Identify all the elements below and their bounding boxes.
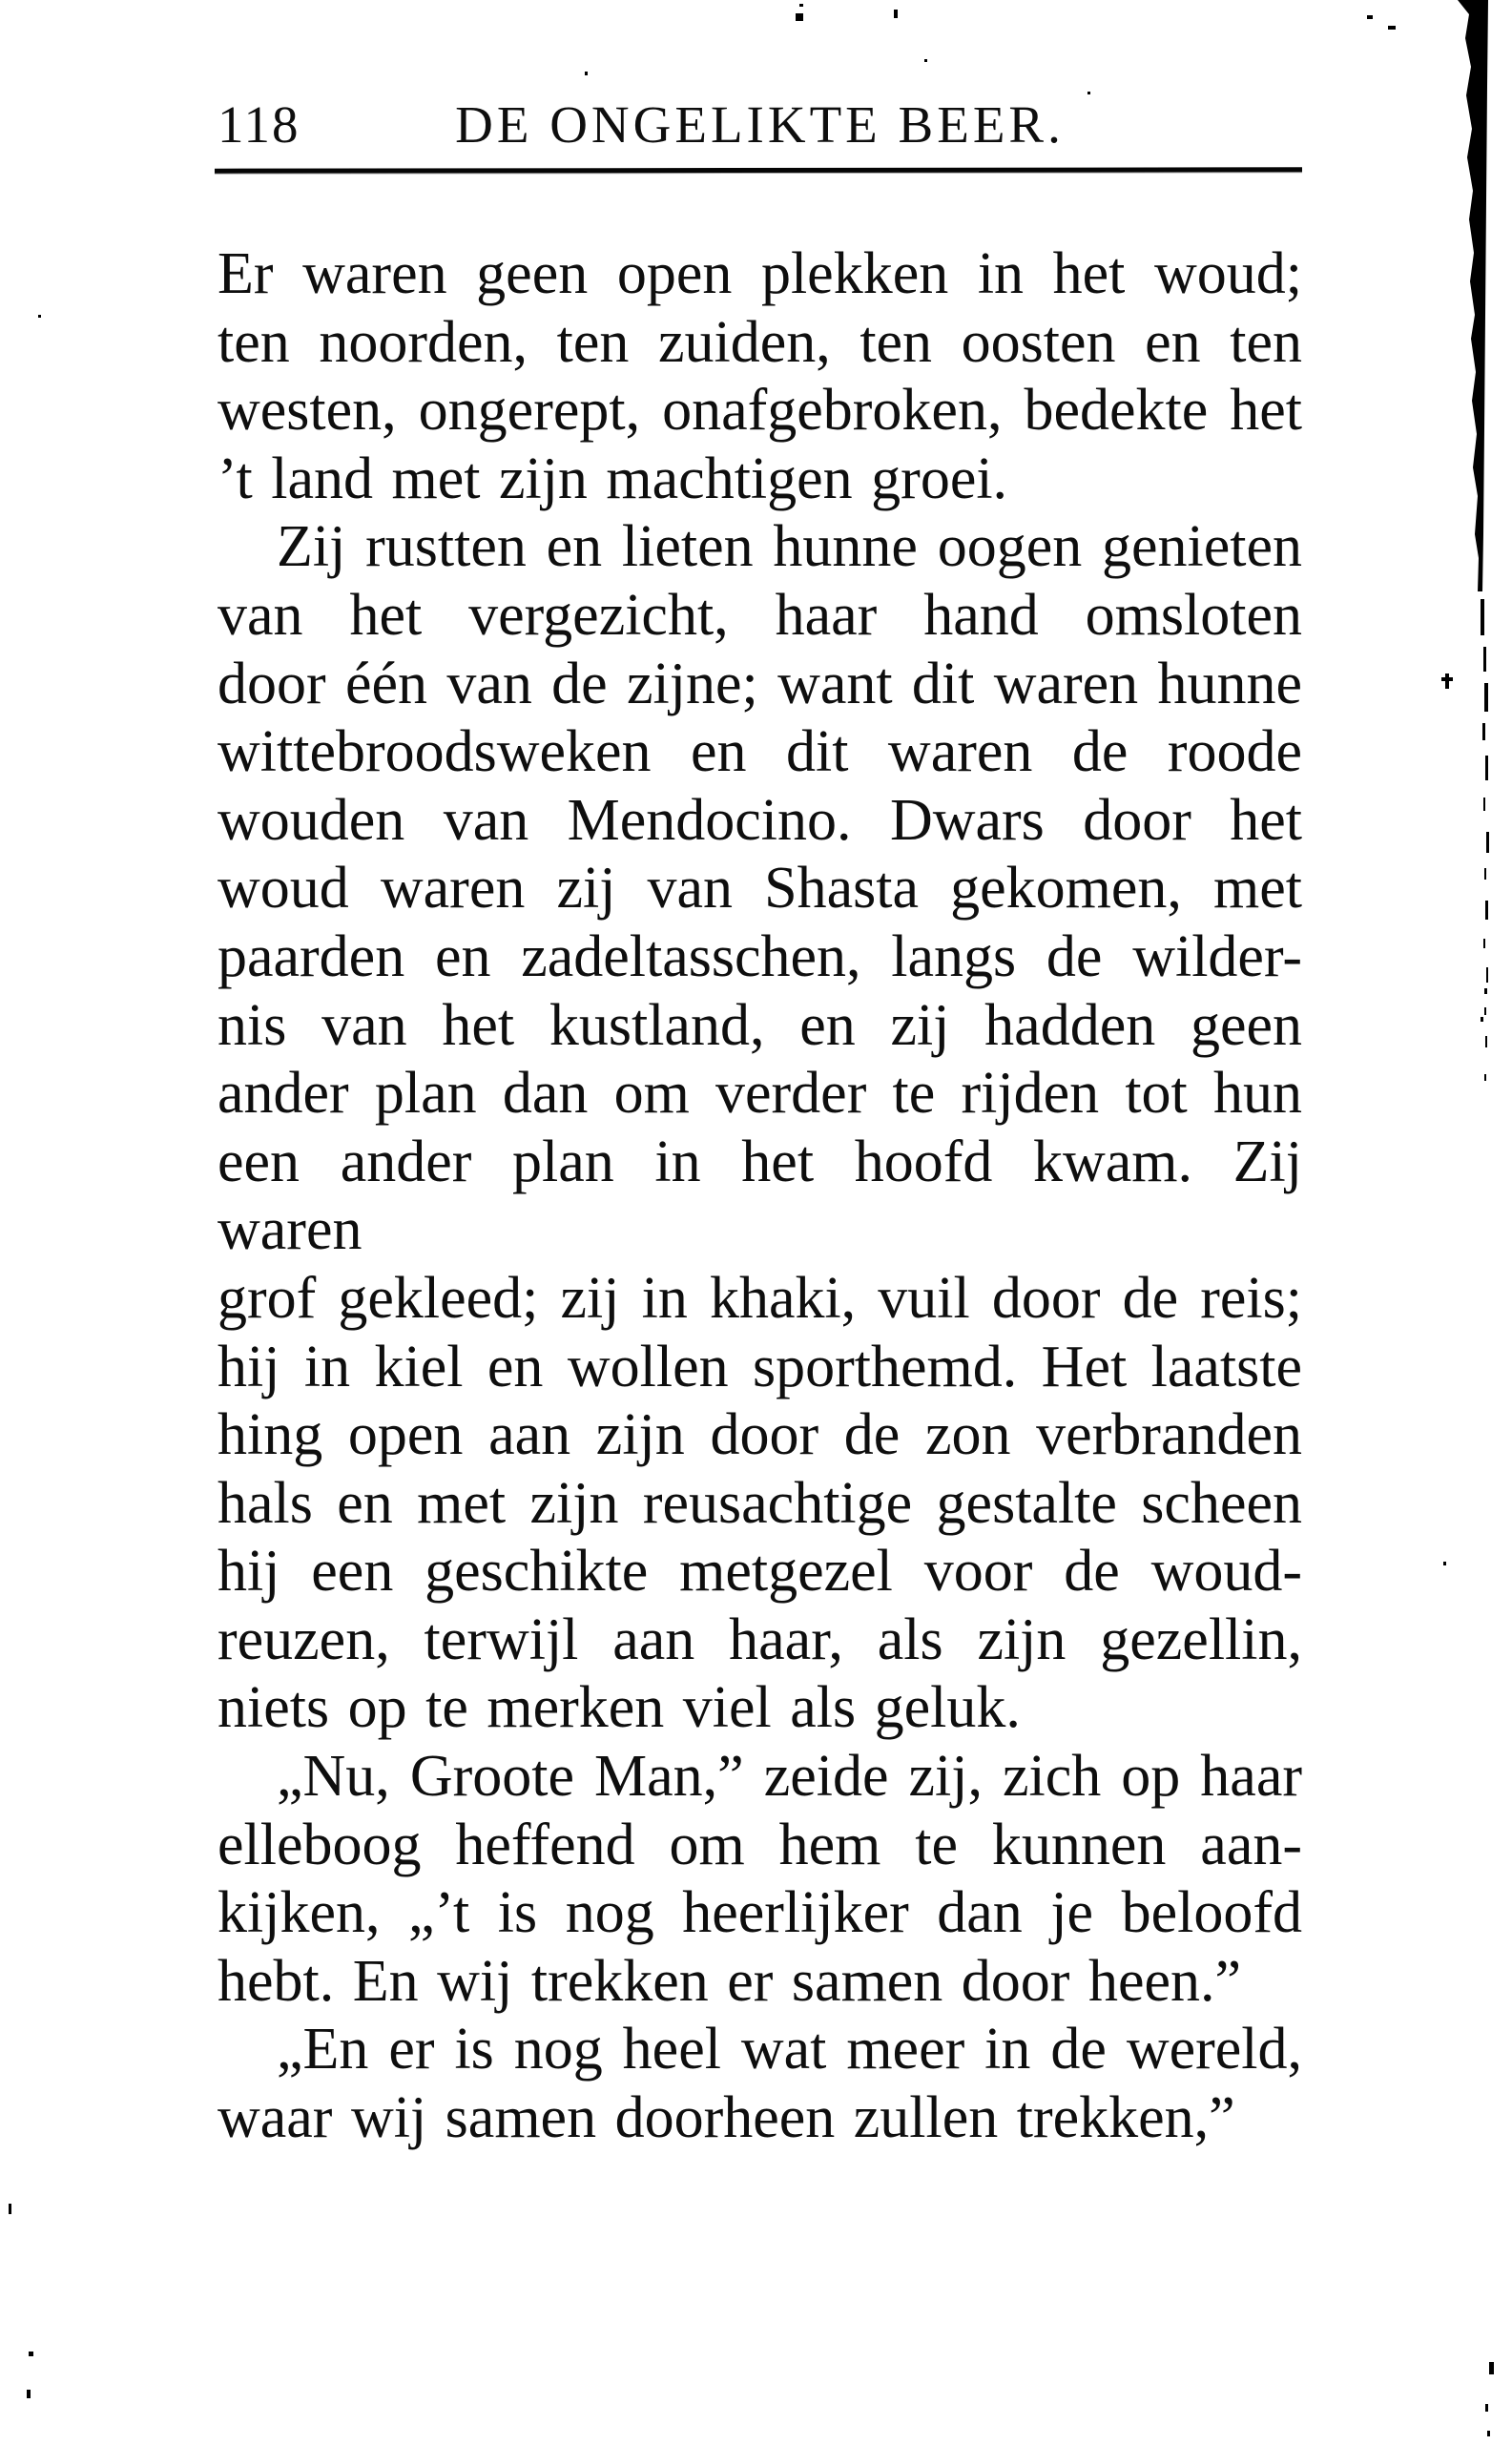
text-line: hij een geschikte metgezel voor de woud-: [217, 1539, 1302, 1605]
scan-speck: [894, 10, 898, 18]
text-line: door één van de zijne; want dit waren hunne: [217, 651, 1302, 716]
text-line: elleboog heffend om hem te kunnen aan-: [217, 1812, 1302, 1877]
text-line: ten noorden, ten zuiden, ten oosten en ten: [217, 309, 1302, 375]
scan-speck: [1485, 2404, 1488, 2412]
text-line: reuzen, terwijl aan haar, als zijn gezellin,: [217, 1606, 1302, 1672]
text-line: waar wij samen doorheen zullen trekken,”: [217, 2085, 1235, 2151]
text-line: paarden en zadeltasschen, langs de wilder-: [217, 923, 1302, 989]
scan-speck: [1489, 2362, 1494, 2374]
scan-speck: [585, 72, 588, 75]
scan-speck: [9, 2204, 11, 2214]
text-line: Er waren geen open plekken in het woud;: [217, 241, 1302, 306]
text-line: een ander plan in het hoofd kwam. Zij waren: [217, 1129, 1302, 1263]
page-header: [217, 93, 1302, 160]
text-block: [217, 240, 1302, 2153]
scan-speck: [1487, 2431, 1490, 2436]
text-line: Zij rustten en lieten hunne oogen genieten: [277, 514, 1302, 580]
text-line: „Nu, Groote Man,” zeide zij, zich op haar: [277, 1744, 1302, 1810]
text-line: „En er is nog heel wat meer in de wereld,: [277, 2017, 1302, 2082]
scan-speck: [1367, 15, 1373, 19]
scan-speck: [924, 59, 927, 62]
scan-speck: [1484, 988, 1487, 994]
text-line: hij in kiel en wollen sporthemd. Het laatste: [217, 1334, 1302, 1399]
scan-speck: [1481, 1017, 1483, 1022]
text-line: hing open aan zijn door de zon verbranden: [217, 1402, 1302, 1468]
running-title: DE ONGELIKTE BEER.: [455, 95, 1065, 154]
page-number: 118: [217, 95, 300, 154]
text-line: hebt. En wij trekken er samen door heen.”: [217, 1948, 1242, 2014]
scan-speck: [796, 13, 803, 21]
text-line: hals en met zijn reusachtige gestalte scheen: [217, 1470, 1302, 1536]
scan-speck: [1388, 26, 1396, 30]
text-line: wittebroodsweken en dit waren de roode: [217, 719, 1302, 785]
text-line: kijken, „’t is nog heerlijker dan je beloofd: [217, 1880, 1302, 1946]
scan-gutter-band: [1431, 0, 1512, 1145]
text-line: nis van het kustland, en zij hadden geen: [217, 992, 1302, 1058]
text-line: van het vergezicht, haar hand omsloten: [217, 582, 1302, 648]
scan-speck: [29, 2352, 33, 2356]
text-line: wouden van Mendocino. Dwars door het: [217, 787, 1302, 853]
text-line: westen, ongerept, onafgebroken, bedekte het: [217, 378, 1302, 444]
text-line: ’t land met zijn machtigen groei.: [217, 445, 1008, 511]
scan-speck: [1443, 1562, 1446, 1565]
text-line: woud waren zij van Shasta gekomen, met: [217, 856, 1302, 922]
scan-speck: [799, 4, 803, 7]
scan-speck: [1087, 92, 1090, 94]
text-line: ander plan dan om verder te rijden tot hun: [217, 1061, 1302, 1127]
scan-speck: [38, 315, 41, 318]
text-line: grof gekleed; zij in khaki, vuil door de reis;: [217, 1265, 1302, 1331]
scan-speck: [27, 2390, 31, 2398]
text-line: niets op te merken viel als geluk.: [217, 1675, 1021, 1741]
header-rule: [215, 167, 1302, 173]
